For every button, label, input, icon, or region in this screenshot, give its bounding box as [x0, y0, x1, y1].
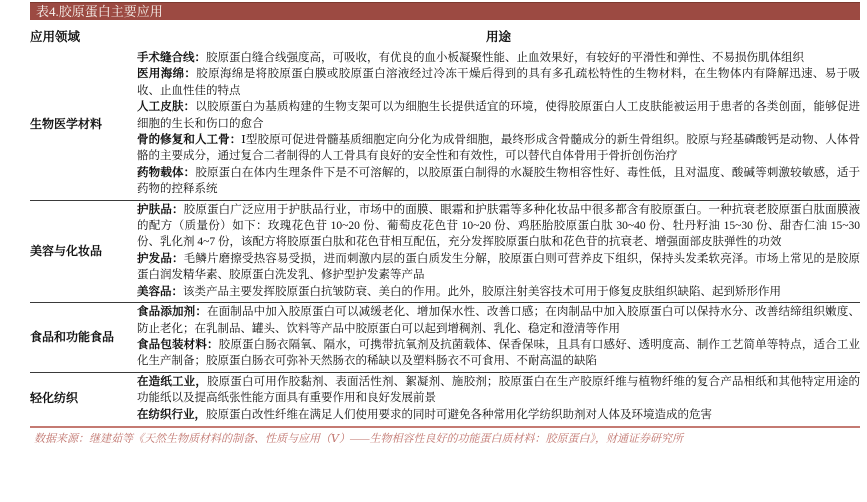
usage-item-text: 胶原蛋白广泛应用于护肤品行业，市场中的面膜、眼霜和护肤霜等多种化妆品中很多都含有胶原蛋白。一种抗衰老胶原蛋白肽面膜液的配方（质量份）如下：玫瑰花色苷 10~20 份、葡萄皮花色苷 10~20 份、鸡胚胎胶原蛋白肽 30~40 份、牡丹籽油 15~30 份、甜杏仁油 15~30 份、乳化剂 4~7 份，该配方将胶原蛋白肽和花色苷相互配伍，充分发挥胶原蛋白肽和花色苷的抗衰老、增强面部皮肤弹性的功效 — [137, 203, 860, 249]
usage-item-text: 胶原蛋白缝合线强度高，可吸收，有优良的血小板凝聚性能、止血效果好，有较好的平滑性和弹性、不易损伤肌体组织 — [206, 52, 804, 64]
usage-cell — [137, 201, 860, 302]
usage-item-label: 医用海绵： — [137, 68, 197, 81]
usage-item-label: 在纺织行业， — [137, 408, 206, 421]
applications-table — [30, 49, 860, 425]
usage-item-label: 药物载体： — [137, 166, 196, 179]
table-row-food — [30, 303, 860, 373]
table-row-cosmetics — [30, 201, 860, 303]
usage-item — [137, 202, 860, 251]
data-source-note: 数据来源：继建茹等《天然生物质材料的制备、性质与应用（Ⅴ）——生物相容性良好的功能蛋白质材料：胶原蛋白》，财通证券研究所 — [34, 432, 684, 445]
column-header-usage: 用途 — [485, 30, 511, 44]
usage-item — [137, 165, 860, 198]
usage-item — [137, 374, 860, 407]
field-label: 轻化纺织 — [30, 391, 79, 406]
field-label: 食品和功能食品 — [30, 329, 115, 344]
usage-item — [137, 50, 860, 66]
usage-item-label: 食品包装材料： — [137, 338, 219, 351]
table-row-textile — [30, 373, 860, 425]
usage-item — [137, 132, 860, 165]
usage-item-text: Ⅰ型胶原可促进骨髓基质细胞定向分化为成骨细胞，最终形成含骨髓成分的新生骨组织。胶原与羟基磷酸钙是动物、人体骨骼的主要成分，通过复合二者制得的人工骨具有良好的安全性和有效性，可以替代自体骨用于骨折创伤治疗 — [137, 134, 860, 163]
usage-item-label: 护肤品： — [137, 203, 184, 216]
usage-cell — [137, 303, 860, 372]
table-title: 表4.胶原蛋白主要应用 — [36, 4, 163, 19]
usage-item-text: 胶原海绵是将胶原蛋白膜或胶原蛋白溶液经过冷冻干燥后得到的具有多孔疏松特性的生物材料，在生物体内有降解迅速、易于吸收、止血性佳的特点 — [137, 68, 860, 97]
usage-item-text: 胶原蛋白在体内生理条件下是不可溶解的，以胶原蛋白制得的水凝胶生物相容性好、毒性低，且对温度、酸碱等刺激较敏感，适于药物的控释系统 — [137, 166, 861, 196]
usage-item-label: 护发品： — [137, 252, 184, 265]
table-row-biomedical — [30, 49, 860, 201]
usage-item-text: 胶原蛋白改性纤维在满足人们使用要求的同时可避免各种常用化学纺织助剂对人体及环境造成的危害 — [206, 408, 712, 421]
usage-item-text: 胶原蛋白可用作胶黏剂、表面活性剂、絮凝剂、施胶剂；胶原蛋白在生产胶原纤维与植物纤维的复合产品相纸和其他特定用途的功能纸以及提高纸张性能方面具有重要作用和良好发展前景 — [137, 375, 860, 405]
field-label: 生物医学材料 — [30, 116, 103, 131]
usage-item — [137, 284, 860, 300]
table-header-row — [30, 20, 860, 49]
usage-item — [137, 66, 860, 99]
usage-item-text: 以胶原蛋白为基质构建的生物支架可以为细胞生长提供适宜的环境，使得胶原蛋白人工皮肤能被运用于患者的各类创面，能够促进细胞的生长和伤口的愈合 — [137, 101, 861, 130]
table-title-bar — [30, 2, 860, 20]
usage-item-text: 胶原蛋白肠衣隔氧、隔水，可携带抗氧剂及抗菌载体、保香保味，且具有口感好、透明度高、制作工艺简单等特点，适合工业化生产制备；胶原蛋白肠衣可弥补天然肠衣的稀缺以及塑料肠衣不可食用、不耐高温的缺陷 — [137, 338, 861, 368]
usage-item — [137, 251, 860, 284]
field-label: 美容与化妆品 — [30, 243, 103, 258]
usage-cell — [137, 373, 860, 425]
usage-item — [137, 99, 860, 132]
column-header-field: 应用领域 — [30, 30, 81, 44]
usage-item-label: 美容品： — [137, 285, 183, 298]
usage-item-text: 毛鳞片磨擦受热容易受损，进而刺激内层的蛋白质发生分解，胶原蛋白则可营养皮下组织，保持头发柔软亮泽。市场上常见的是胶原蛋白润发精华素、胶原蛋白洗发乳、修护型护发素等产品 — [137, 252, 860, 282]
usage-item-label: 人工皮肤： — [137, 101, 196, 114]
usage-item-label: 骨的修复和人工骨： — [137, 134, 242, 147]
usage-item — [137, 337, 860, 370]
usage-cell — [137, 49, 860, 200]
usage-item-label: 在造纸工业， — [137, 375, 207, 388]
usage-item-text: 该类产品主要发挥胶原蛋白抗皱防衰、美白的作用。此外，胶原注射美容技术可用于修复皮肤组织缺陷、起到矫形作用 — [183, 285, 781, 298]
usage-item-label: 食品添加剂： — [137, 306, 207, 319]
usage-item — [137, 407, 860, 423]
usage-item-text: 在面制品中加入胶原蛋白可以减缓老化、增加保水性、改善口感；在肉制品中加入胶原蛋白可以保持水分、改善结缔组织嫩度、防止老化；在乳制品、罐头、饮料等产品中胶原蛋白可以起到增稠剂、乳化、稳定和澄清等作用 — [137, 306, 860, 335]
usage-item — [137, 304, 860, 337]
usage-item-label: 手术缝合线： — [137, 52, 206, 64]
